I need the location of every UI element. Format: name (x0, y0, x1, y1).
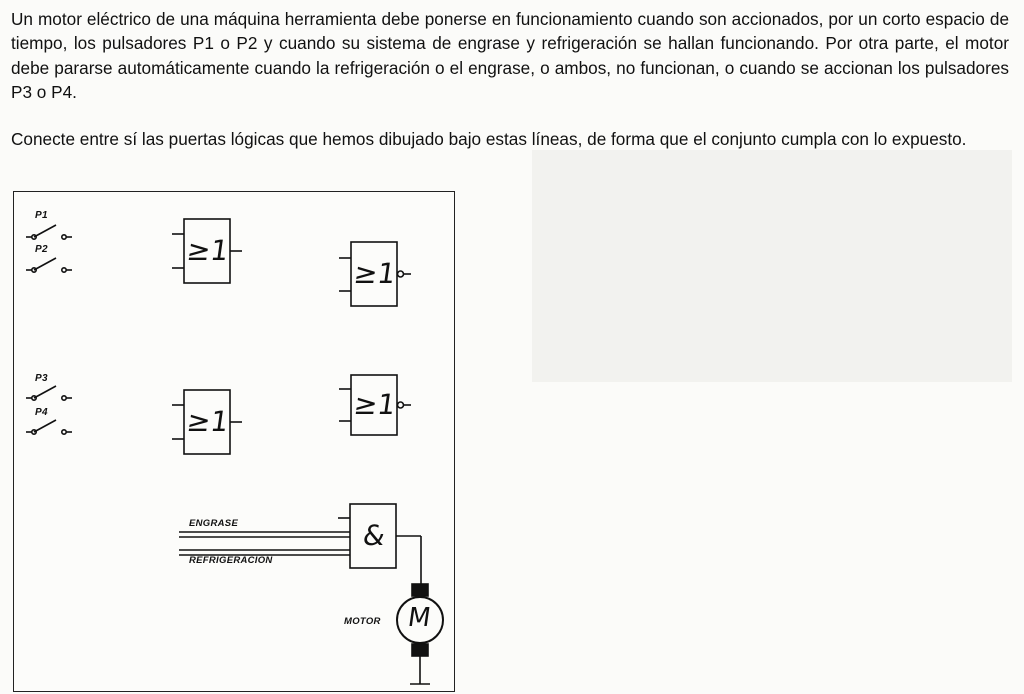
motor-symbol-letter: M (405, 603, 433, 633)
switch-p2 (26, 258, 72, 272)
instruction-paragraph: Conecte entre sí las puertas lógicas que hemos dibujado bajo estas líneas, de forma que el conjunto cumpla con lo expuesto. (11, 129, 967, 149)
refrigeracion-label: REFRIGERACION (189, 555, 273, 566)
problem-statement-paragraph: Un motor eléctrico de una máquina herramienta debe ponerse en funcionamiento cuando son accionados, por un corto espacio de tiempo, los pulsadores P1 o P2 y cuando su sistema de engrase y refrigeración se hallan funcionando. Por otra parte, el motor debe pararse automáticamente cuando la refrigeración o el engrase, o ambos, no funcionan, o cuando se accionan los pulsadores P3 o P4. (11, 9, 1009, 102)
or-gate-bottom-symbol: ≥1 (184, 405, 231, 438)
nor-gate-bottom-symbol: ≥1 (351, 388, 398, 421)
bleed-through-panel (532, 150, 1012, 382)
and-gate-symbol: & (360, 519, 388, 552)
or-gate-top-symbol: ≥1 (184, 234, 231, 267)
switch-p2-label: P2 (35, 244, 48, 255)
switch-p3-label: P3 (35, 373, 48, 384)
motor-symbol (397, 584, 443, 684)
nor-gate-top-symbol: ≥1 (351, 257, 398, 290)
switch-p1-label: P1 (35, 210, 48, 221)
engrase-label: ENGRASE (189, 518, 239, 529)
switch-p3 (26, 386, 72, 400)
switch-p4 (26, 420, 72, 434)
motor-label: MOTOR (344, 616, 381, 627)
logic-circuit-figure (13, 191, 455, 692)
switch-p4-label: P4 (35, 407, 48, 418)
switch-p1 (26, 225, 72, 239)
